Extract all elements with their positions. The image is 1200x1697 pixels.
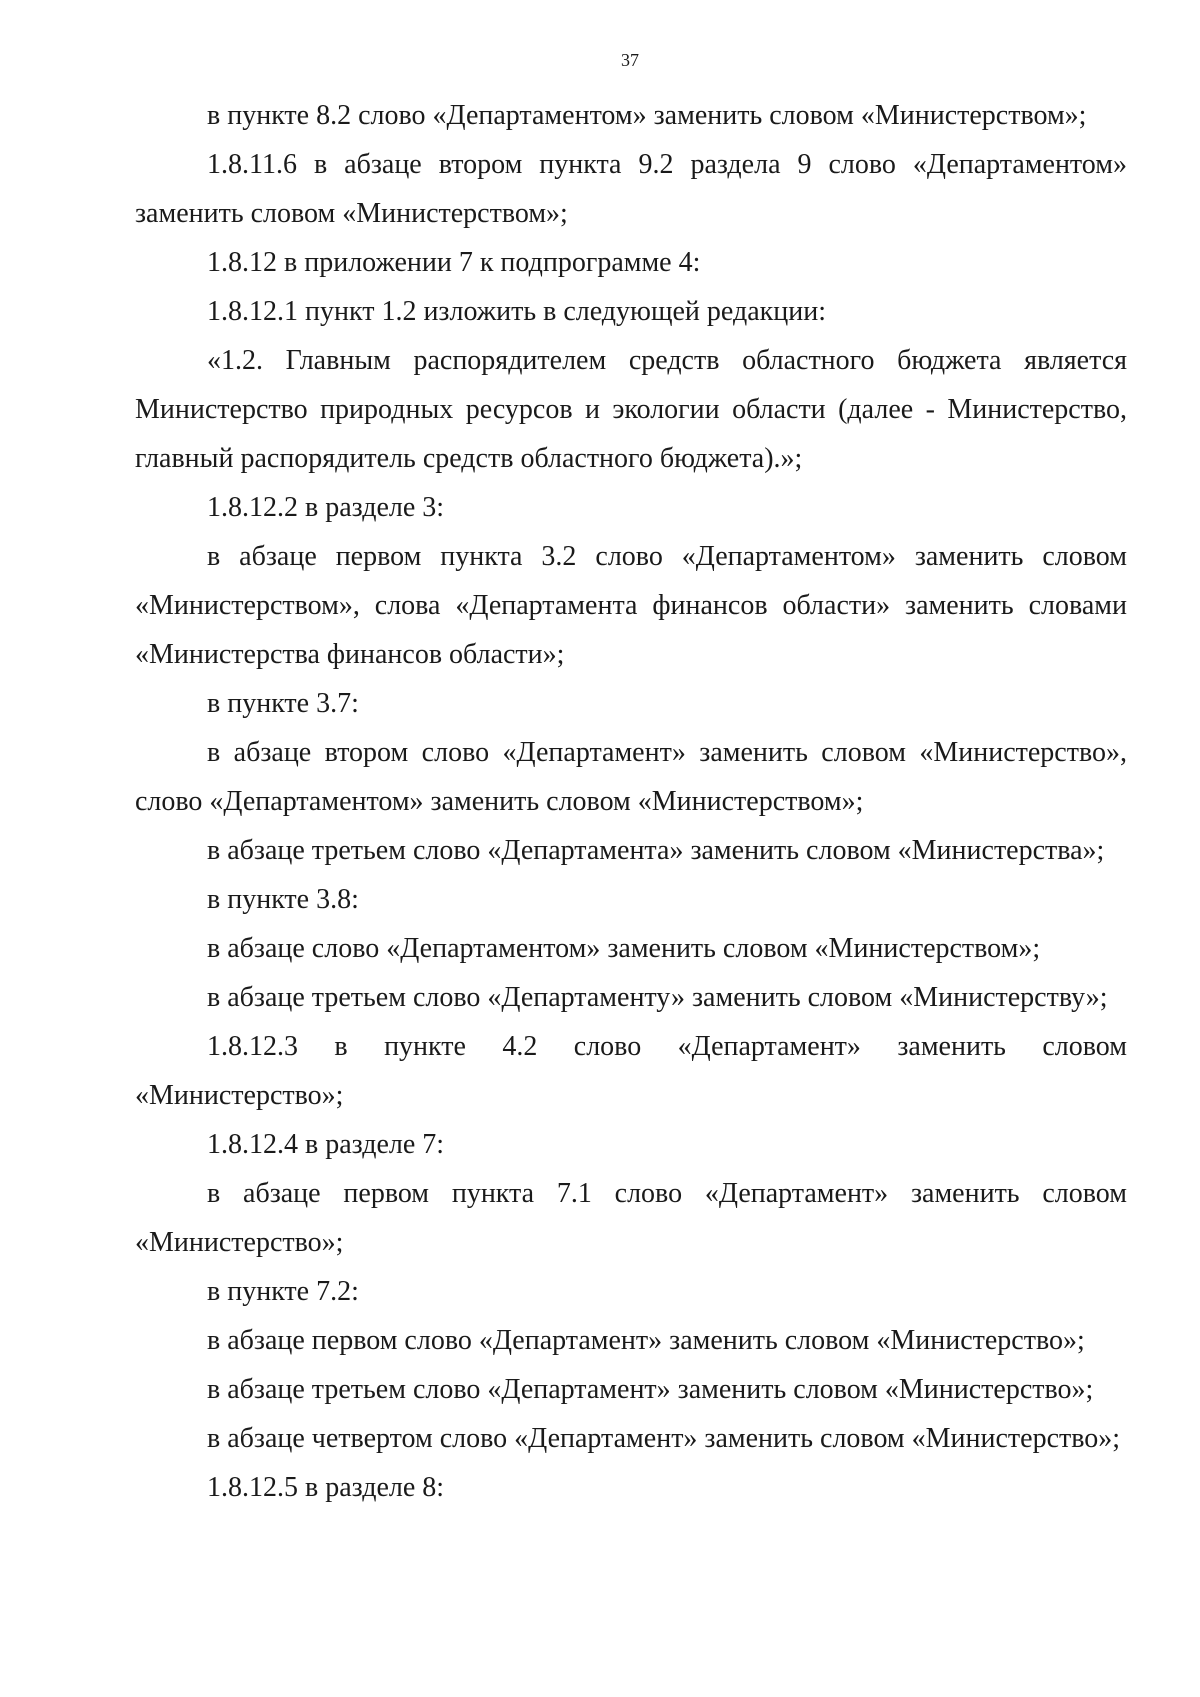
paragraph: в абзаце первом пункта 7.1 слово «Департамент» заменить словом «Министерство»;: [135, 1178, 1127, 1258]
paragraph: в абзаце четвертом слово «Департамент» заменить словом «Министерство»;: [207, 1423, 1121, 1454]
paragraph: 1.8.12.4 в разделе 7:: [207, 1129, 445, 1160]
paragraph: в пункте 7.2:: [207, 1276, 359, 1307]
paragraph: в абзаце первом слово «Департамент» заменить словом «Министерство»;: [207, 1325, 1085, 1356]
paragraph: в пункте 3.8:: [207, 884, 359, 915]
paragraph: в пункте 8.2 слово «Департаментом» заменить словом «Министерством»;: [207, 100, 1087, 131]
document-body: [135, 91, 1127, 1512]
paragraph: 1.8.12 в приложении 7 к подпрограмме 4:: [207, 247, 701, 278]
paragraph: 1.8.12.5 в разделе 8:: [207, 1472, 445, 1503]
paragraph: в абзаце первом пункта 3.2 слово «Департаментом» заменить словом «Министерством», слова «Департамента финансов области» заменить словами «Министерства финансов области»;: [135, 541, 1127, 670]
paragraph: в пункте 3.7:: [207, 688, 359, 719]
paragraph: 1.8.11.6 в абзаце втором пункта 9.2 раздела 9 слово «Департаментом» заменить словом «Министерством»;: [135, 149, 1127, 229]
paragraph: в абзаце втором слово «Департамент» заменить словом «Министерство», слово «Департаментом» заменить словом «Министерством»;: [135, 737, 1127, 817]
paragraph: в абзаце третьем слово «Департамента» заменить словом «Министерства»;: [207, 835, 1105, 866]
paragraph: 1.8.12.3 в пункте 4.2 слово «Департамент» заменить словом «Министерство»;: [135, 1031, 1127, 1111]
page-number: 37: [621, 50, 639, 70]
paragraph: 1.8.12.2 в разделе 3:: [207, 492, 445, 523]
paragraph: «1.2. Главным распорядителем средств областного бюджета является Министерство природных ресурсов и экологии области (далее - Министерство, главный распорядитель средств областного бюджета).»;: [135, 345, 1127, 474]
paragraph: в абзаце третьем слово «Департаменту» заменить словом «Министерству»;: [207, 982, 1108, 1013]
paragraph: 1.8.12.1 пункт 1.2 изложить в следующей редакции:: [207, 296, 826, 327]
paragraph: в абзаце слово «Департаментом» заменить словом «Министерством»;: [207, 933, 1041, 964]
paragraph: в абзаце третьем слово «Департамент» заменить словом «Министерство»;: [207, 1374, 1094, 1405]
